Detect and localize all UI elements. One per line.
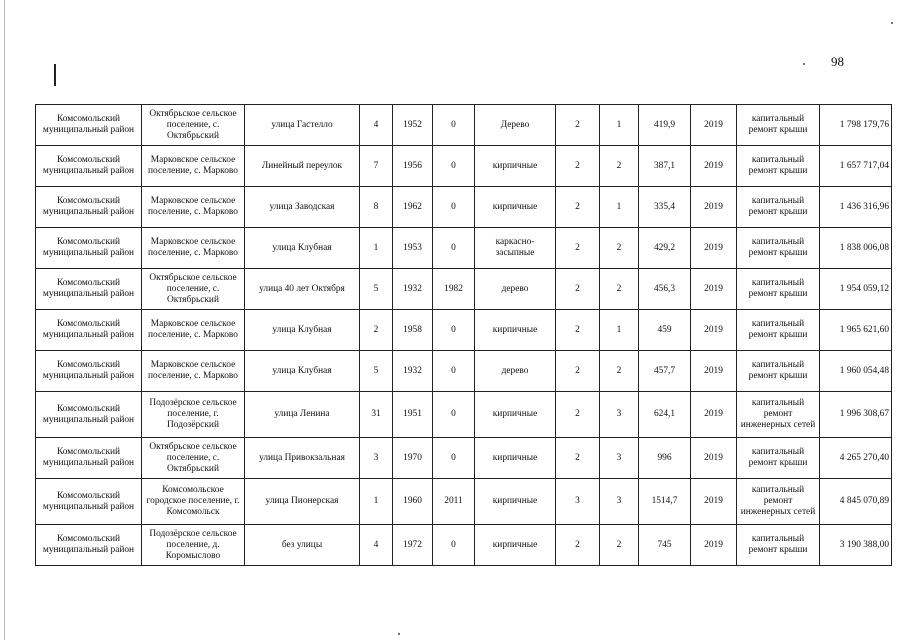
entrances-cell: 3 bbox=[600, 479, 639, 525]
house-number-cell: 2 bbox=[360, 310, 393, 351]
house-number-cell: 4 bbox=[360, 105, 393, 146]
area-cell: 459 bbox=[639, 310, 691, 351]
entrances-cell: 1 bbox=[600, 105, 639, 146]
renovation-year-cell: 0 bbox=[433, 438, 475, 479]
entrances-cell: 2 bbox=[600, 351, 639, 392]
renovation-year-cell: 0 bbox=[433, 146, 475, 187]
renovation-year-cell: 0 bbox=[433, 392, 475, 438]
district-cell: Комсомольский муниципальный район bbox=[36, 105, 142, 146]
floors-cell: 2 bbox=[556, 351, 600, 392]
street-cell: улица Клубная bbox=[245, 310, 360, 351]
table-row bbox=[36, 105, 892, 146]
house-number-cell: 31 bbox=[360, 392, 393, 438]
table-row bbox=[36, 351, 892, 392]
wall-material-cell: кирпичные bbox=[475, 392, 556, 438]
settlement-cell: Марковское сельское поселение, с. Марково bbox=[142, 146, 245, 187]
entrances-cell: 2 bbox=[600, 525, 639, 566]
district-cell: Комсомольский муниципальный район bbox=[36, 228, 142, 269]
cost-cell: 1 996 308,67 bbox=[820, 392, 892, 438]
floors-cell: 2 bbox=[556, 392, 600, 438]
cost-cell: 4 845 070,89 bbox=[820, 479, 892, 525]
entrances-cell: 3 bbox=[600, 392, 639, 438]
build-year-cell: 1956 bbox=[393, 146, 433, 187]
entrances-cell: 2 bbox=[600, 146, 639, 187]
plan-year-cell: 2019 bbox=[691, 187, 737, 228]
repair-type-cell: капитальный ремонт крыши bbox=[737, 269, 820, 310]
cost-cell: 1 960 054,48 bbox=[820, 351, 892, 392]
plan-year-cell: 2019 bbox=[691, 146, 737, 187]
wall-material-cell: дерево bbox=[475, 351, 556, 392]
build-year-cell: 1960 bbox=[393, 479, 433, 525]
build-year-cell: 1962 bbox=[393, 187, 433, 228]
repair-type-cell: капитальный ремонт крыши bbox=[737, 310, 820, 351]
entrances-cell: 2 bbox=[600, 228, 639, 269]
renovation-year-cell: 0 bbox=[433, 187, 475, 228]
house-number-cell: 1 bbox=[360, 228, 393, 269]
renovation-year-cell: 2011 bbox=[433, 479, 475, 525]
settlement-cell: Подозёрское сельское поселение, г. Подозёрский bbox=[142, 392, 245, 438]
cost-cell: 1 954 059,12 bbox=[820, 269, 892, 310]
floors-cell: 2 bbox=[556, 105, 600, 146]
repair-type-cell: капитальный ремонт крыши bbox=[737, 228, 820, 269]
cost-cell: 1 436 316,96 bbox=[820, 187, 892, 228]
area-cell: 996 bbox=[639, 438, 691, 479]
settlement-cell: Марковское сельское поселение, с. Марково bbox=[142, 187, 245, 228]
house-number-cell: 5 bbox=[360, 269, 393, 310]
scan-mark bbox=[54, 64, 56, 86]
wall-material-cell: кирпичные bbox=[475, 525, 556, 566]
district-cell: Комсомольский муниципальный район bbox=[36, 525, 142, 566]
repair-type-cell: капитальный ремонт крыши bbox=[737, 351, 820, 392]
scan-dot bbox=[398, 633, 400, 635]
wall-material-cell: кирпичные bbox=[475, 438, 556, 479]
house-number-cell: 8 bbox=[360, 187, 393, 228]
repair-type-cell: капитальный ремонт крыши bbox=[737, 105, 820, 146]
entrances-cell: 2 bbox=[600, 269, 639, 310]
area-cell: 457,7 bbox=[639, 351, 691, 392]
plan-year-cell: 2019 bbox=[691, 228, 737, 269]
plan-year-cell: 2019 bbox=[691, 351, 737, 392]
entrances-cell: 1 bbox=[600, 187, 639, 228]
district-cell: Комсомольский муниципальный район bbox=[36, 392, 142, 438]
settlement-cell: Октябрьское сельское поселение, с. Октябрьский bbox=[142, 105, 245, 146]
entrances-cell: 3 bbox=[600, 438, 639, 479]
plan-year-cell: 2019 bbox=[691, 310, 737, 351]
renovation-year-cell: 1982 bbox=[433, 269, 475, 310]
house-number-cell: 7 bbox=[360, 146, 393, 187]
table-row bbox=[36, 187, 892, 228]
settlement-cell: Октябрьское сельское поселение, с. Октябрьский bbox=[142, 438, 245, 479]
area-cell: 745 bbox=[639, 525, 691, 566]
wall-material-cell: кирпичные bbox=[475, 479, 556, 525]
cost-cell: 1 838 006,08 bbox=[820, 228, 892, 269]
renovation-year-cell: 0 bbox=[433, 228, 475, 269]
floors-cell: 2 bbox=[556, 228, 600, 269]
district-cell: Комсомольский муниципальный район bbox=[36, 146, 142, 187]
table-row bbox=[36, 146, 892, 187]
build-year-cell: 1958 bbox=[393, 310, 433, 351]
cost-cell: 4 265 270,40 bbox=[820, 438, 892, 479]
plan-year-cell: 2019 bbox=[691, 479, 737, 525]
build-year-cell: 1951 bbox=[393, 392, 433, 438]
house-number-cell: 3 bbox=[360, 438, 393, 479]
cost-cell: 1 965 621,60 bbox=[820, 310, 892, 351]
plan-year-cell: 2019 bbox=[691, 438, 737, 479]
floors-cell: 2 bbox=[556, 438, 600, 479]
repair-type-cell: капитальный ремонт крыши bbox=[737, 187, 820, 228]
cost-cell: 1 798 179,76 bbox=[820, 105, 892, 146]
street-cell: улица Привокзальная bbox=[245, 438, 360, 479]
area-cell: 419,9 bbox=[639, 105, 691, 146]
repair-type-cell: капитальный ремонт крыши bbox=[737, 146, 820, 187]
table-row bbox=[36, 392, 892, 438]
area-cell: 335,4 bbox=[639, 187, 691, 228]
renovation-year-cell: 0 bbox=[433, 351, 475, 392]
plan-year-cell: 2019 bbox=[691, 269, 737, 310]
page-number: 98 bbox=[831, 54, 844, 69]
floors-cell: 2 bbox=[556, 187, 600, 228]
renovation-year-cell: 0 bbox=[433, 105, 475, 146]
area-cell: 456,3 bbox=[639, 269, 691, 310]
district-cell: Комсомольский муниципальный район bbox=[36, 479, 142, 525]
plan-year-cell: 2019 bbox=[691, 105, 737, 146]
renovation-year-cell: 0 bbox=[433, 525, 475, 566]
street-cell: улица Заводская bbox=[245, 187, 360, 228]
street-cell: улица Клубная bbox=[245, 351, 360, 392]
repair-type-cell: капитальный ремонт инженерных сетей bbox=[737, 479, 820, 525]
street-cell: улица Гастелло bbox=[245, 105, 360, 146]
table-row bbox=[36, 479, 892, 525]
scan-dot bbox=[891, 22, 893, 24]
build-year-cell: 1932 bbox=[393, 351, 433, 392]
wall-material-cell: дерево bbox=[475, 269, 556, 310]
district-cell: Комсомольский муниципальный район bbox=[36, 438, 142, 479]
district-cell: Комсомольский муниципальный район bbox=[36, 351, 142, 392]
scan-dot bbox=[803, 63, 805, 65]
floors-cell: 3 bbox=[556, 479, 600, 525]
street-cell: улица Пионерская bbox=[245, 479, 360, 525]
street-cell: улица 40 лет Октября bbox=[245, 269, 360, 310]
plan-year-cell: 2019 bbox=[691, 525, 737, 566]
settlement-cell: Подозёрское сельское поселение, д. Коромыслово bbox=[142, 525, 245, 566]
cost-cell: 3 190 388,00 bbox=[820, 525, 892, 566]
area-cell: 429,2 bbox=[639, 228, 691, 269]
housing-repair-table bbox=[35, 104, 892, 566]
repair-type-cell: капитальный ремонт крыши bbox=[737, 438, 820, 479]
repair-type-cell: капитальный ремонт крыши bbox=[737, 525, 820, 566]
entrances-cell: 1 bbox=[600, 310, 639, 351]
street-cell: без улицы bbox=[245, 525, 360, 566]
wall-material-cell: Дерево bbox=[475, 105, 556, 146]
street-cell: улица Ленина bbox=[245, 392, 360, 438]
settlement-cell: Марковское сельское поселение, с. Марково bbox=[142, 228, 245, 269]
table-row bbox=[36, 525, 892, 566]
settlement-cell: Марковское сельское поселение, с. Марково bbox=[142, 310, 245, 351]
repair-type-cell: капитальный ремонт инженерных сетей bbox=[737, 392, 820, 438]
table-row bbox=[36, 228, 892, 269]
settlement-cell: Комсомольское городское поселение, г. Комсомольск bbox=[142, 479, 245, 525]
table-row bbox=[36, 438, 892, 479]
build-year-cell: 1952 bbox=[393, 105, 433, 146]
build-year-cell: 1932 bbox=[393, 269, 433, 310]
table-body bbox=[36, 105, 892, 566]
area-cell: 387,1 bbox=[639, 146, 691, 187]
scan-edge-line bbox=[4, 0, 5, 640]
wall-material-cell: кирпичные bbox=[475, 146, 556, 187]
house-number-cell: 1 bbox=[360, 479, 393, 525]
house-number-cell: 5 bbox=[360, 351, 393, 392]
settlement-cell: Марковское сельское поселение, с. Марково bbox=[142, 351, 245, 392]
street-cell: улица Клубная bbox=[245, 228, 360, 269]
build-year-cell: 1953 bbox=[393, 228, 433, 269]
table-row bbox=[36, 310, 892, 351]
renovation-year-cell: 0 bbox=[433, 310, 475, 351]
settlement-cell: Октябрьское сельское поселение, с. Октябрьский bbox=[142, 269, 245, 310]
wall-material-cell: кирпичные bbox=[475, 310, 556, 351]
floors-cell: 2 bbox=[556, 310, 600, 351]
build-year-cell: 1972 bbox=[393, 525, 433, 566]
wall-material-cell: каркасно-засыпные bbox=[475, 228, 556, 269]
table-row bbox=[36, 269, 892, 310]
street-cell: Линейный переулок bbox=[245, 146, 360, 187]
area-cell: 624,1 bbox=[639, 392, 691, 438]
district-cell: Комсомольский муниципальный район bbox=[36, 187, 142, 228]
floors-cell: 2 bbox=[556, 146, 600, 187]
cost-cell: 1 657 717,04 bbox=[820, 146, 892, 187]
floors-cell: 2 bbox=[556, 525, 600, 566]
build-year-cell: 1970 bbox=[393, 438, 433, 479]
district-cell: Комсомольский муниципальный район bbox=[36, 310, 142, 351]
area-cell: 1514,7 bbox=[639, 479, 691, 525]
house-number-cell: 4 bbox=[360, 525, 393, 566]
plan-year-cell: 2019 bbox=[691, 392, 737, 438]
floors-cell: 2 bbox=[556, 269, 600, 310]
wall-material-cell: кирпичные bbox=[475, 187, 556, 228]
district-cell: Комсомольский муниципальный район bbox=[36, 269, 142, 310]
